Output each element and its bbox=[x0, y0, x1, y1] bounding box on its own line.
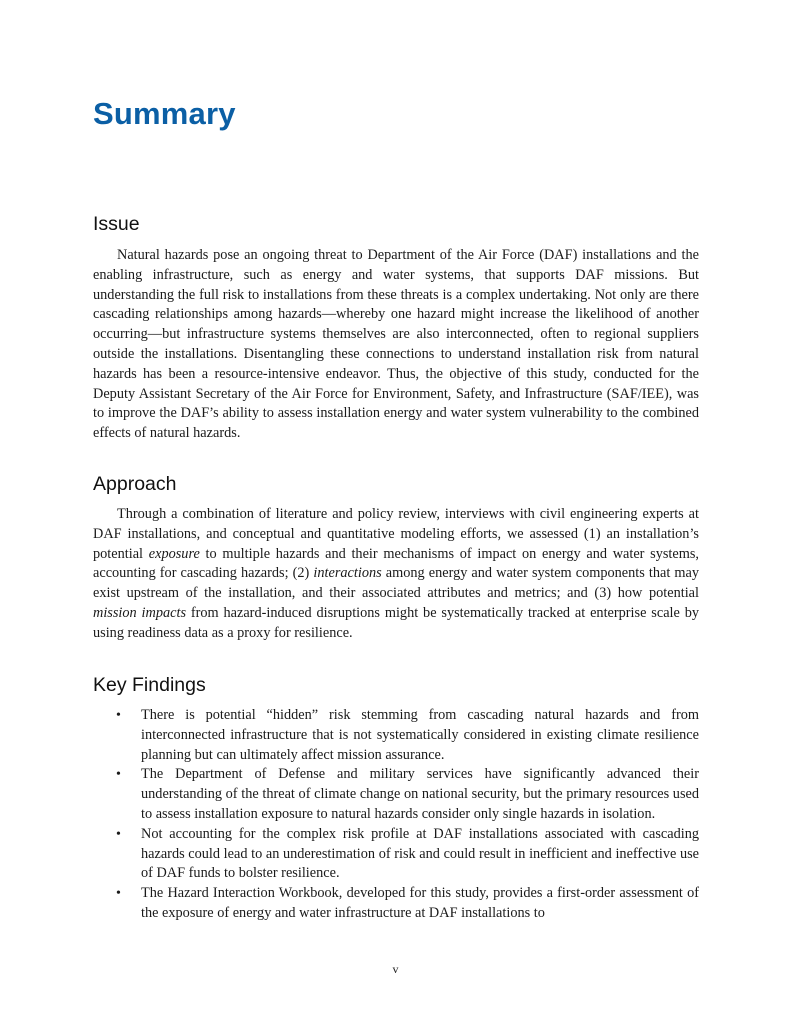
list-item bbox=[93, 825, 699, 884]
section-heading-approach: Approach bbox=[93, 473, 177, 495]
list-item bbox=[93, 706, 699, 765]
bullet-icon: • bbox=[116, 886, 121, 902]
page-title: Summary bbox=[93, 96, 236, 131]
section-heading-key-findings: Key Findings bbox=[93, 674, 206, 696]
key-findings-list bbox=[93, 706, 699, 924]
finding-text: The Department of Defense and military services have significantly advanced their understanding of the threat of climate change on national security, but the primary resources used to assess installation exposure to natural hazards consider only single hazards in isolation. bbox=[141, 766, 699, 822]
approach-text-3: among energy and water system components that may exist upstream of the installation, and their associated attributes and metrics; and (3) how potential bbox=[93, 565, 699, 602]
approach-text-2: to multiple hazards and their mechanisms of impact on energy and water systems, accounting for cascading hazards; (2) bbox=[93, 545, 700, 582]
approach-emphasis-interactions: interactions bbox=[313, 565, 382, 582]
list-item bbox=[93, 884, 699, 924]
bullet-icon: • bbox=[116, 826, 121, 842]
finding-text: The Hazard Interaction Workbook, developed for this study, provides a first-order assessment of the exposure of energy and water infrastructure at DAF installations to bbox=[141, 885, 699, 921]
section-heading-issue: Issue bbox=[93, 213, 140, 235]
bullet-icon: • bbox=[116, 708, 121, 723]
page-number: v bbox=[392, 962, 399, 976]
approach-paragraph bbox=[93, 505, 699, 644]
approach-emphasis-mission-impacts: mission impacts bbox=[93, 604, 187, 621]
approach-text-1: Through a combination of literature and policy review, interviews with civil engineering experts at DAF installations, and conceptual and quantitative modeling efforts, we assessed (1) an installation’s potential bbox=[93, 506, 699, 562]
issue-paragraph: Natural hazards pose an ongoing threat to Department of the Air Force (DAF) installations and the enabling infrastructure, such as energy and water systems, that supports DAF missions. But understanding the full risk to installations from these threats is a complex undertaking. Not only are there cascading relationships among hazards—whereby one hazard might increase the likelihood of another occurring—but infrastructure systems themselves are also interconnected, often to regional suppliers outside the installations. Disentangling these connections to understand installation risk from natural hazards has been a resource-intensive endeavor. Thus, the objective of this study, conducted for the Deputy Assistant Secretary of the Air Force for Environment, Safety, and Infrastructure (SAF/IEE), was to improve the DAF’s ability to assess installation energy and water system vulnerability to the combined effects of natural hazards. bbox=[93, 247, 699, 442]
finding-text: Not accounting for the complex risk profile at DAF installations associated with cascading hazards could lead to an underestimation of risk and could result in inefficient and ineffective use of DAF funds to bolster resilience. bbox=[141, 825, 699, 882]
approach-emphasis-exposure: exposure bbox=[148, 545, 200, 562]
finding-text: There is potential “hidden” risk stemming from cascading natural hazards and from interconnected infrastructure that is not systematically considered in existing climate resilience planning but can ultimately affect mission assurance. bbox=[141, 707, 699, 763]
bullet-icon: • bbox=[116, 767, 121, 783]
list-item bbox=[93, 765, 699, 824]
approach-text-4: from hazard-induced disruptions might be systematically tracked at enterprise scale by using readiness data as a proxy for resilience. bbox=[93, 604, 699, 641]
